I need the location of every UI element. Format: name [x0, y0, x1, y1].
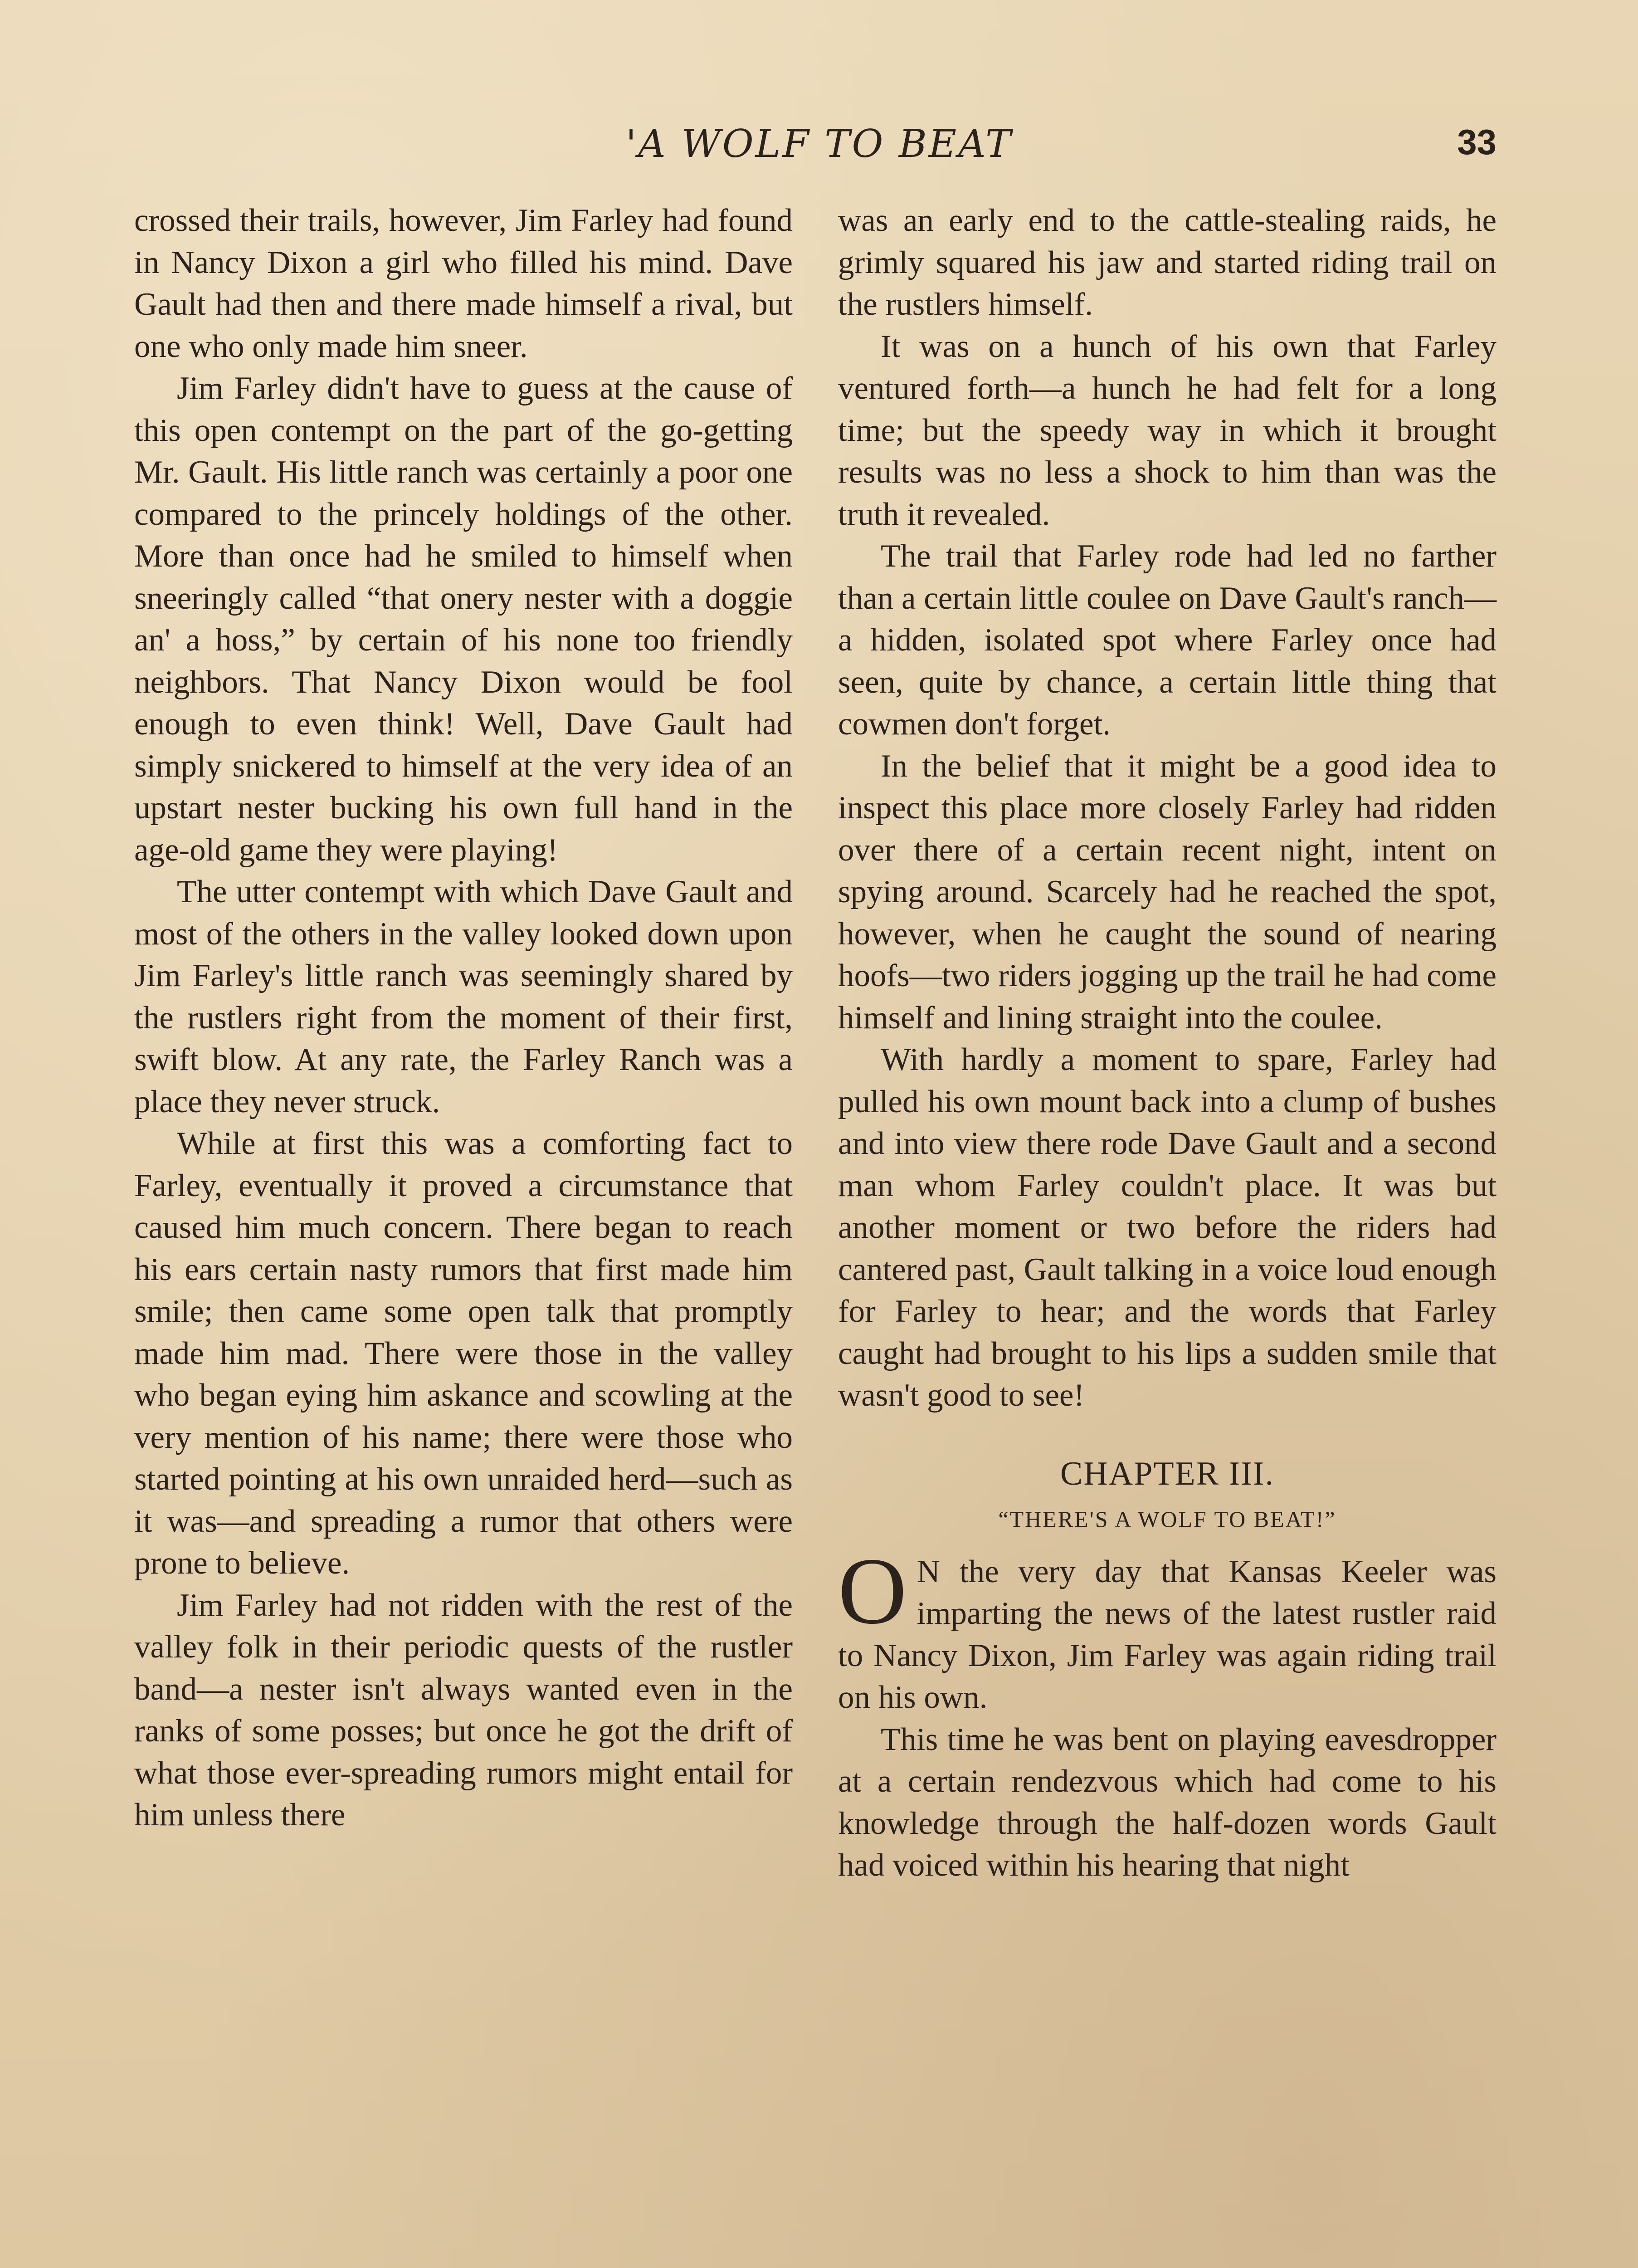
opening-text: N the very day that Kansas Keeler was imparting the news of the latest rustler raid to Nancy Dixon, Jim Farley was again riding trail on his own. — [838, 1554, 1497, 1715]
paragraph: was an early end to the cattle-stealing raids, he grimly squared his jaw and started riding trail on the rustlers himself. — [838, 203, 1497, 322]
running-title: 'A WOLF TO BEAT — [626, 122, 1013, 166]
left-column — [134, 200, 793, 2268]
paragraph: The utter contempt with which Dave Gault and most of the others in the valley looked down upon Jim Farley's little ranch was seemingly shared by the rustlers right from the moment of their first, swift blow. At any rate, the Farley Ranch was a place they never struck. — [134, 874, 793, 1119]
paragraph: The trail that Farley rode had led no farther than a certain little coulee on Dave Gault's ranch—a hidden, isolated spot where Farley once had seen, quite by chance, a certain little thing that cowmen don't forget. — [838, 538, 1497, 742]
right-column — [838, 200, 1497, 2268]
paragraph: crossed their trails, however, Jim Farley had found in Nancy Dixon a girl who filled his mind. Dave Gault had then and there made himself a rival, but one who only made him sneer. — [134, 203, 793, 364]
paragraph: With hardly a moment to spare, Farley had pulled his own mount back into a clump of bushes and into view there rode Dave Gault and a second man whom Farley couldn't place. It was but another moment or two before the riders had cantered past, Gault talking in a voice loud enough for Farley to hear; and the words that Farley caught had brought to his lips a sudden smile that wasn't good to see! — [838, 1042, 1497, 1413]
chapter-subtitle: “THERE'S A WOLF TO BEAT!” — [998, 1506, 1336, 1532]
page-number: 33 — [1457, 122, 1497, 162]
paragraph: Jim Farley didn't have to guess at the cause of this open contempt on the part of the go-getting Mr. Gault. His little ranch was certainly a poor one compared to the princely holdings of the other. More than once had he smiled to himself when sneeringly called “that onery nester with a doggie an' a hoss,” by certain of his none too friendly neighbors. That Nancy Dixon would be fool enough to even think! Well, Dave Gault had simply snickered to himself at the very idea of an upstart nester bucking his own full hand in the age-old game they were playing! — [134, 371, 793, 868]
paragraph: In the belief that it might be a good idea to inspect this place more closely Farley had ridden over there of a certain recent night, intent on spying around. Scarcely had he reached the spot, however, when he caught the sound of nearing hoofs—two riders jogging up the trail he had come himself and lining straight into the coulee. — [838, 748, 1497, 1036]
paragraph: Jim Farley had not ridden with the rest of the valley folk in their periodic quests of the rustler band—a nester isn't always wanted even in the ranks of some posses; but once he got the drift of what those ever-spreading rumors might entail for him unless there — [134, 1587, 793, 1833]
paragraph: It was on a hunch of his own that Farley ventured forth—a hunch he had felt for a long time; but the speedy way in which it brought results was no less a shock to him than was the truth it revealed. — [838, 328, 1497, 532]
paragraph: This time he was bent on playing eavesdropper at a certain rendezvous which had come to his knowledge through the half-dozen words Gault had voiced within his hearing that night — [838, 1721, 1497, 1883]
paragraph: While at first this was a comforting fact to Farley, eventually it proved a circumstance that caused him much concern. There began to reach his ears certain nasty rumors that first made him smile; then came some open talk that promptly made him mad. There were those in the valley who began eying him askance and scowling at the very mention of his name; there were those who started pointing at his own unraided herd—such as it was—and spreading a rumor that others were prone to believe. — [134, 1126, 793, 1581]
chapter-heading: CHAPTER III. — [1060, 1455, 1275, 1492]
chapter-opening-paragraph — [838, 1538, 1497, 1719]
drop-cap: O — [838, 1538, 907, 1644]
